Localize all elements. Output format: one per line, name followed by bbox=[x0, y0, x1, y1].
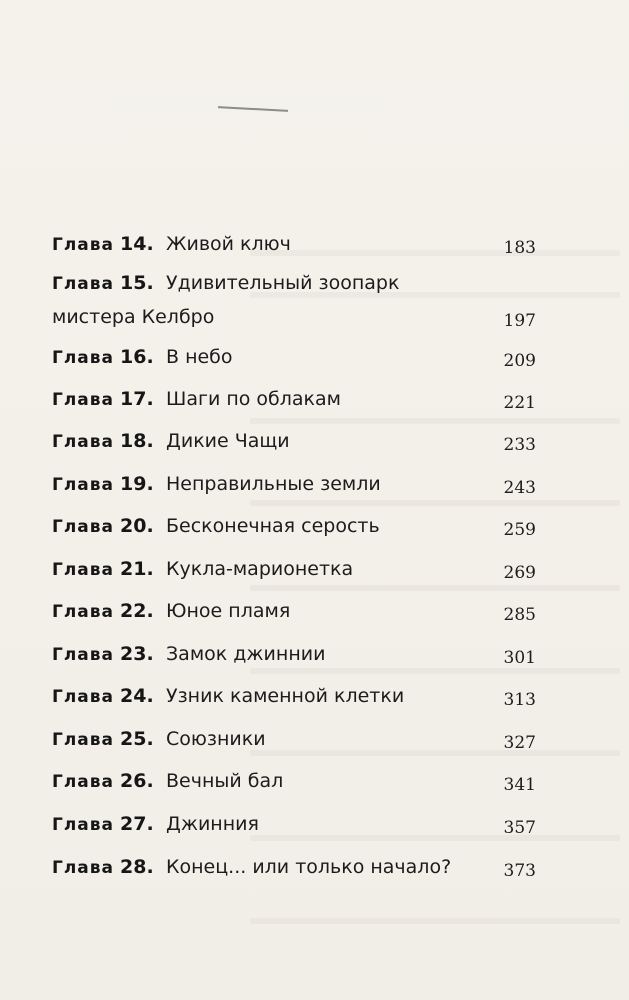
toc-entry[interactable] bbox=[0, 514, 629, 554]
toc-entry[interactable] bbox=[0, 599, 629, 639]
toc-entry[interactable] bbox=[0, 684, 629, 724]
chapter-word: Глава bbox=[52, 348, 114, 368]
chapter-number: 14. bbox=[120, 233, 154, 255]
toc-entry[interactable] bbox=[0, 472, 629, 512]
page-number: 233 bbox=[503, 435, 536, 455]
chapter-word: Глава bbox=[52, 602, 114, 622]
chapter-title: Союзники bbox=[166, 728, 266, 750]
page-number: 197 bbox=[503, 311, 536, 331]
chapter-title: Конец... или только начало? bbox=[166, 856, 452, 878]
chapter-label bbox=[52, 271, 154, 296]
chapter-label bbox=[52, 727, 154, 752]
toc-entry[interactable] bbox=[0, 271, 629, 335]
page-number: 341 bbox=[503, 775, 536, 795]
chapter-word: Глава bbox=[52, 858, 114, 878]
toc-entry[interactable] bbox=[0, 557, 629, 597]
toc-entry[interactable] bbox=[0, 727, 629, 767]
page-number: 285 bbox=[503, 605, 536, 625]
chapter-word: Глава bbox=[52, 235, 114, 255]
chapter-number: 18. bbox=[120, 430, 154, 452]
chapter-word: Глава bbox=[52, 815, 114, 835]
chapter-number: 23. bbox=[120, 643, 154, 665]
chapter-word: Глава bbox=[52, 560, 114, 580]
page-number: 243 bbox=[503, 478, 536, 498]
chapter-label bbox=[52, 769, 154, 794]
chapter-title: Неправильные земли bbox=[166, 473, 381, 495]
chapter-title: Вечный бал bbox=[166, 770, 284, 792]
chapter-word: Глава bbox=[52, 274, 114, 294]
chapter-title: В небо bbox=[166, 346, 233, 368]
toc-entry[interactable] bbox=[0, 232, 629, 272]
chapter-title: Бесконечная серость bbox=[166, 515, 380, 537]
page-number: 269 bbox=[503, 563, 536, 583]
chapter-word: Глава bbox=[52, 475, 114, 495]
toc-entry[interactable] bbox=[0, 345, 629, 385]
chapter-title-line2: мистера Келбро bbox=[52, 306, 215, 328]
chapter-title: Замок джиннии bbox=[166, 643, 326, 665]
page-number: 221 bbox=[503, 393, 536, 413]
chapter-number: 22. bbox=[120, 600, 154, 622]
chapter-number: 16. bbox=[120, 346, 154, 368]
chapter-label bbox=[52, 429, 154, 454]
chapter-number: 19. bbox=[120, 473, 154, 495]
page-number: 183 bbox=[503, 238, 536, 258]
chapter-number: 28. bbox=[120, 856, 154, 878]
toc-entry[interactable] bbox=[0, 769, 629, 809]
chapter-label bbox=[52, 345, 154, 370]
page-number: 327 bbox=[503, 733, 536, 753]
chapter-word: Глава bbox=[52, 517, 114, 537]
chapter-label bbox=[52, 387, 154, 412]
chapter-word: Глава bbox=[52, 645, 114, 665]
chapter-number: 27. bbox=[120, 813, 154, 835]
toc-entry[interactable] bbox=[0, 855, 629, 895]
chapter-label bbox=[52, 514, 154, 539]
page-number: 259 bbox=[503, 520, 536, 540]
chapter-label bbox=[52, 642, 154, 667]
chapter-title: Дикие Чащи bbox=[166, 430, 290, 452]
chapter-word: Глава bbox=[52, 432, 114, 452]
chapter-label bbox=[52, 855, 154, 880]
toc-entry[interactable] bbox=[0, 812, 629, 852]
chapter-word: Глава bbox=[52, 687, 114, 707]
chapter-number: 25. bbox=[120, 728, 154, 750]
chapter-number: 26. bbox=[120, 770, 154, 792]
chapter-label bbox=[52, 812, 154, 837]
toc-entry[interactable] bbox=[0, 429, 629, 469]
chapter-title: Удивительный зоопарк bbox=[166, 272, 400, 294]
chapter-number: 21. bbox=[120, 558, 154, 580]
chapter-label bbox=[52, 599, 154, 624]
page-number: 209 bbox=[503, 351, 536, 371]
chapter-title: Шаги по облакам bbox=[166, 388, 341, 410]
chapter-number: 20. bbox=[120, 515, 154, 537]
toc-entry[interactable] bbox=[0, 642, 629, 682]
chapter-title: Юное пламя bbox=[166, 600, 291, 622]
chapter-label bbox=[52, 232, 154, 257]
page-number: 373 bbox=[503, 861, 536, 881]
chapter-title: Джинния bbox=[166, 813, 259, 835]
page-number: 301 bbox=[503, 648, 536, 668]
chapter-title: Кукла-марионетка bbox=[166, 558, 354, 580]
chapter-word: Глава bbox=[52, 390, 114, 410]
chapter-number: 17. bbox=[120, 388, 154, 410]
page-number: 357 bbox=[503, 818, 536, 838]
page-number: 313 bbox=[503, 690, 536, 710]
chapter-label bbox=[52, 684, 154, 709]
toc-entry[interactable] bbox=[0, 387, 629, 427]
chapter-title: Узник каменной клетки bbox=[166, 685, 405, 707]
chapter-label bbox=[52, 557, 154, 582]
chapter-word: Глава bbox=[52, 772, 114, 792]
chapter-title: Живой ключ bbox=[166, 233, 291, 255]
chapter-word: Глава bbox=[52, 730, 114, 750]
chapter-number: 24. bbox=[120, 685, 154, 707]
chapter-number: 15. bbox=[120, 272, 154, 294]
chapter-label bbox=[52, 472, 154, 497]
